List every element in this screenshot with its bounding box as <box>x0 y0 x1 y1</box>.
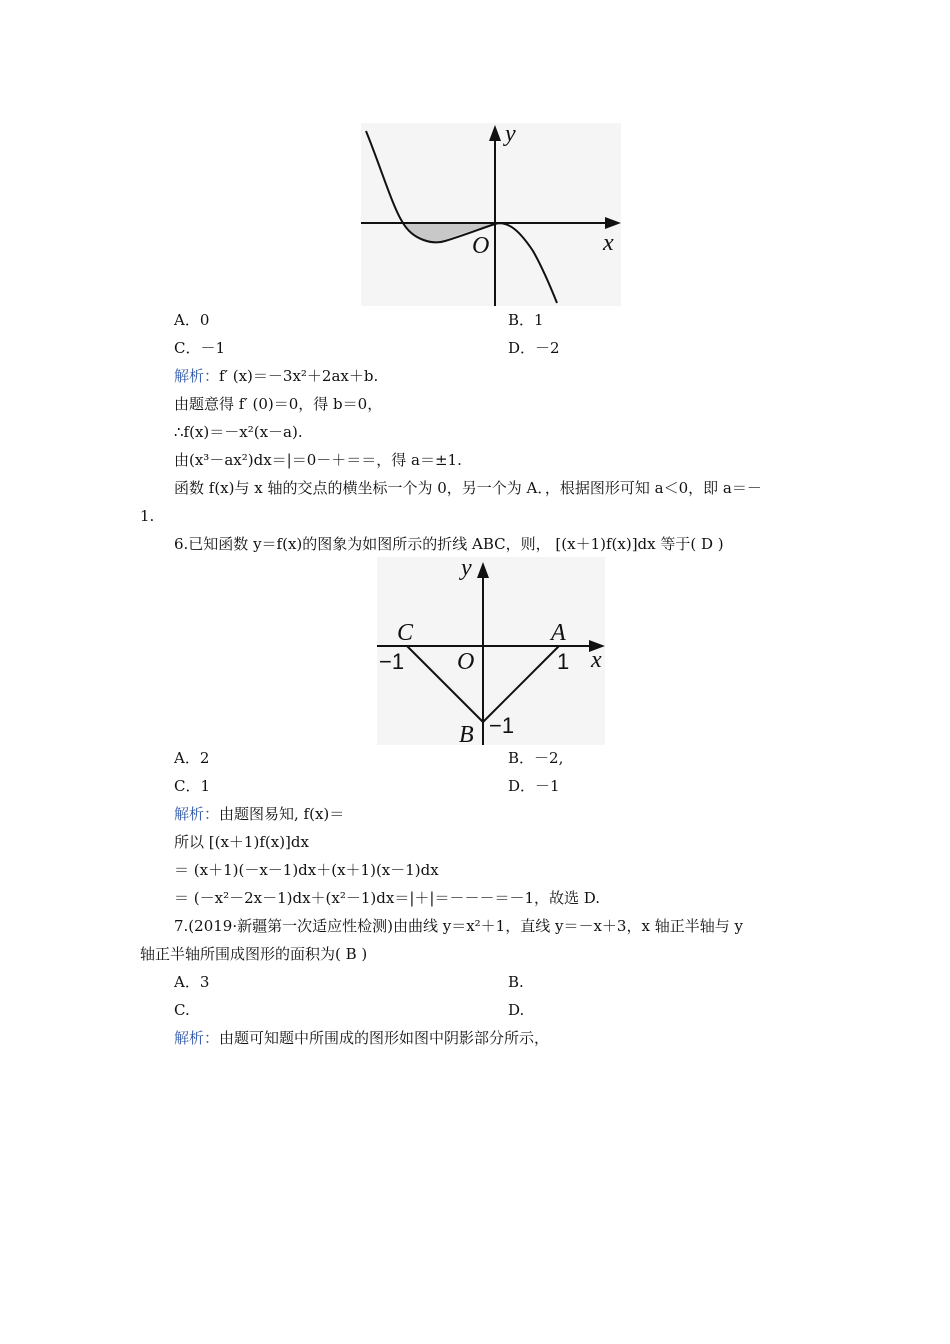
q7-solution-text-1: 由题可知题中所围成的图形如图中阴影部分所示， <box>219 1029 550 1047</box>
x-axis-arrow <box>605 217 621 229</box>
figure-polyline-abc <box>377 557 605 745</box>
q7-solution-line-1 <box>174 1028 549 1048</box>
figure2-neg-one-x: −1 <box>379 649 405 674</box>
q5-solution-line-6: 1. <box>140 507 155 525</box>
q5-solution-label: 解析： <box>174 367 220 385</box>
q7-stem-line-2: 轴正半轴所围成图形的面积为( B ) <box>140 945 368 963</box>
segment-ba <box>483 646 559 722</box>
q6-option-a: A．2 <box>174 749 210 767</box>
y-axis-arrow <box>489 125 501 141</box>
figure2-a-label: A <box>551 620 566 646</box>
figure2-origin-label: O <box>457 649 475 675</box>
figure2-x-label: x <box>591 647 602 673</box>
q6-solution-line-3: ＝ (x＋1)(－x－1)dx＋(x＋1)(x－1)dx <box>174 861 439 879</box>
q5-solution-line-3: ∴f(x)＝－x²(x－a). <box>174 423 303 441</box>
q7-option-d: D. <box>508 1001 525 1019</box>
q6-solution-line-1 <box>174 804 344 824</box>
q6-option-d: D．－1 <box>508 777 560 795</box>
cubic-curve <box>366 131 557 303</box>
figure-cubic-graph <box>361 123 621 306</box>
q7-solution-label: 解析： <box>174 1029 220 1047</box>
q7-stem-line-1: 7.(2019·新疆第一次适应性检测)由曲线 y＝x²＋1，直线 y＝－x＋3，x 轴正半轴与 y <box>174 917 743 935</box>
q5-option-d: D．－2 <box>508 339 560 357</box>
q6-solution-text-1: 由题图易知, f(x)＝ <box>219 805 345 823</box>
figure2-b-label: B <box>459 722 474 745</box>
figure1-x-label: x <box>603 230 614 256</box>
q6-solution-line-4: ＝ (－x²－2x－1)dx＋(x²－1)dx＝|＋|＝－－－＝－1，故选 D. <box>174 889 601 907</box>
q5-solution-line-5: 函数 f(x)与 x 轴的交点的横坐标一个为 0，另一个为 A．，根据图形可知 a＜0，即 a＝－ <box>174 479 762 497</box>
q5-option-b: B．1 <box>508 311 544 329</box>
q7-option-b: B. <box>508 973 524 991</box>
figure2-one-x: 1 <box>557 649 570 674</box>
q6-solution-label: 解析： <box>174 805 220 823</box>
q5-option-c: C．－1 <box>174 339 226 357</box>
figure2-c-label: C <box>397 620 414 646</box>
q5-solution-text-1: f′ (x)＝－3x²＋2ax＋b. <box>219 367 379 385</box>
q5-solution-line-4: 由(x³－ax²)dx＝|＝0－＋＝＝，得 a＝±1. <box>174 451 462 469</box>
figure2-y-label: y <box>461 557 472 581</box>
y-axis-arrow <box>477 562 489 578</box>
q5-option-a: A．0 <box>174 311 210 329</box>
q5-solution-line-2: 由题意得 f′ (0)＝0，得 b＝0， <box>174 395 383 413</box>
figure1-origin-label: O <box>472 233 490 259</box>
figure1-y-label: y <box>505 123 516 147</box>
figure2-neg-one-y: −1 <box>489 713 515 738</box>
q7-option-c: C. <box>174 1001 190 1019</box>
q6-stem: 6.已知函数 y＝f(x)的图象为如图所示的折线 ABC，则， [(x＋1)f(x)]dx 等于( D ) <box>174 535 724 553</box>
q6-option-c: C．1 <box>174 777 211 795</box>
q5-solution-line-1 <box>174 366 378 386</box>
q6-solution-line-2: 所以 [(x＋1)f(x)]dx <box>174 833 309 851</box>
q6-option-b: B．－2, <box>508 749 564 767</box>
q7-option-a: A．3 <box>174 973 210 991</box>
